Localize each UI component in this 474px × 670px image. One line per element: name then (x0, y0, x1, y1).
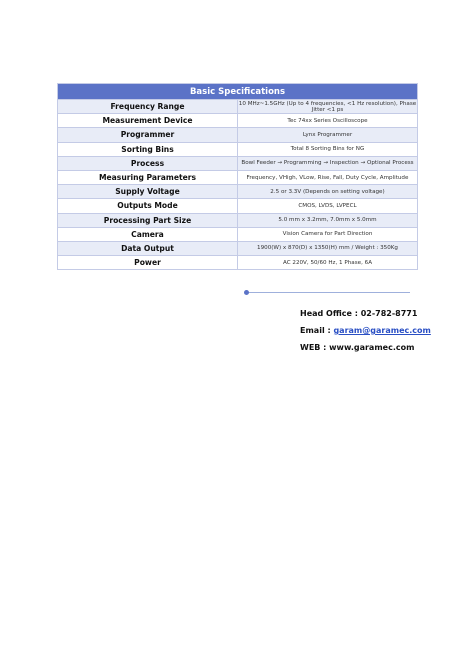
spec-label: Measuring Parameters (58, 170, 238, 184)
table-row (58, 199, 418, 213)
spec-label: Processing Part Size (58, 213, 238, 227)
spec-label: Programmer (58, 128, 238, 142)
spec-value: Frequency, VHigh, VLow, Rise, Fall, Duty Cycle, Amplitude (238, 170, 418, 184)
email-link[interactable]: garam@garamec.com (333, 326, 431, 335)
spec-value: Total 8 Sorting Bins for NG (238, 142, 418, 156)
table-row (58, 142, 418, 156)
table-row (58, 256, 418, 270)
table-row (58, 100, 418, 114)
spec-value: Vision Camera for Part Direction (238, 227, 418, 241)
divider-dot (244, 290, 249, 295)
email-label: Email : (300, 326, 334, 335)
spec-value: 5.0 mm x 3.2mm, 7.0mm x 5.0mm (238, 213, 418, 227)
spec-label: Data Output (58, 241, 238, 255)
table-row (58, 128, 418, 142)
table-row (58, 213, 418, 227)
spec-label: Process (58, 156, 238, 170)
table-row (58, 185, 418, 199)
head-office-phone: Head Office : 02-782-8771 (300, 309, 418, 318)
spec-label: Outputs Mode (58, 199, 238, 213)
spec-label: Measurement Device (58, 114, 238, 128)
table-row (58, 241, 418, 255)
table-row (58, 156, 418, 170)
spec-value: AC 220V, 50/60 Hz, 1 Phase, 6A (238, 256, 418, 270)
divider-line (246, 292, 410, 293)
basic-specifications-table (57, 83, 418, 270)
table-header-row (58, 84, 418, 100)
spec-label: Sorting Bins (58, 142, 238, 156)
spec-value: 10 MHz~1.5GHz (Up to 4 frequencies, <1 Hz resolution), Phase Jitter <1 ps (238, 100, 417, 113)
spec-value: Bowl Feeder → Programming → Inspection → Optional Process (238, 156, 418, 170)
table-row (58, 114, 418, 128)
web-address[interactable]: WEB : www.garamec.com (300, 343, 415, 352)
spec-value: Tec 74xx Series Oscilloscope (238, 114, 418, 128)
spec-label: Supply Voltage (58, 185, 238, 199)
spec-label: Camera (58, 227, 238, 241)
spec-label: Frequency Range (58, 100, 238, 114)
spec-value: Lynx Programmer (238, 128, 418, 142)
email-line (300, 326, 431, 335)
table-row (58, 227, 418, 241)
spec-value: 1900(W) x 870(D) x 1350(H) mm / Weight : 350Kg (238, 241, 418, 255)
spec-label: Power (58, 256, 238, 270)
table-row (58, 170, 418, 184)
table-body (58, 100, 418, 270)
table-title: Basic Specifications (58, 84, 418, 100)
spec-value: CMOS, LVDS, LVPECL (238, 199, 418, 213)
spec-value: 2.5 or 3.3V (Depends on setting voltage) (238, 185, 418, 199)
